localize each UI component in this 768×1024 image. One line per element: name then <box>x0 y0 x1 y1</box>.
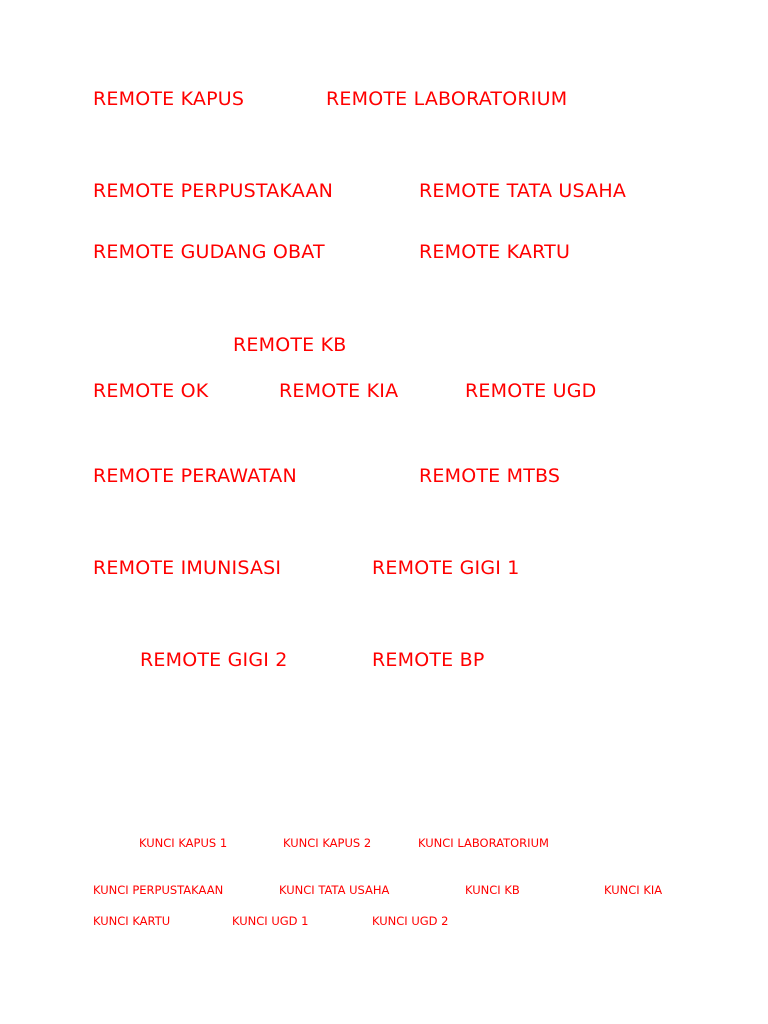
label-remote-kartu: REMOTE KARTU <box>419 241 571 263</box>
label-remote-gigi-1: REMOTE GIGI 1 <box>372 557 520 579</box>
label-remote-gigi-2: REMOTE GIGI 2 <box>140 649 288 671</box>
label-remote-mtbs: REMOTE MTBS <box>419 465 561 487</box>
label-kunci-kapus-1: KUNCI KAPUS 1 <box>139 836 228 850</box>
label-remote-gudang-obat: REMOTE GUDANG OBAT <box>93 241 325 263</box>
label-kunci-ugd-2: KUNCI UGD 2 <box>372 914 449 928</box>
label-kunci-kartu: KUNCI KARTU <box>93 914 171 928</box>
label-remote-ugd: REMOTE UGD <box>465 380 597 402</box>
label-kunci-ugd-1: KUNCI UGD 1 <box>232 914 309 928</box>
label-remote-perpustakaan: REMOTE PERPUSTAKAAN <box>93 180 334 202</box>
label-remote-kapus: REMOTE KAPUS <box>93 88 245 110</box>
label-remote-kia: REMOTE KIA <box>279 380 399 402</box>
label-remote-bp: REMOTE BP <box>372 649 485 671</box>
label-remote-kb: REMOTE KB <box>233 334 347 356</box>
label-kunci-laboratorium: KUNCI LABORATORIUM <box>418 836 549 850</box>
label-kunci-kapus-2: KUNCI KAPUS 2 <box>283 836 372 850</box>
label-kunci-perpustakaan: KUNCI PERPUSTAKAAN <box>93 883 224 897</box>
label-kunci-kia: KUNCI KIA <box>604 883 663 897</box>
label-kunci-tata-usaha: KUNCI TATA USAHA <box>279 883 390 897</box>
label-remote-imunisasi: REMOTE IMUNISASI <box>93 557 282 579</box>
label-kunci-kb: KUNCI KB <box>465 883 520 897</box>
label-remote-ok: REMOTE OK <box>93 380 209 402</box>
label-remote-perawatan: REMOTE PERAWATAN <box>93 465 297 487</box>
label-remote-laboratorium: REMOTE LABORATORIUM <box>326 88 568 110</box>
label-remote-tata-usaha: REMOTE TATA USAHA <box>419 180 627 202</box>
